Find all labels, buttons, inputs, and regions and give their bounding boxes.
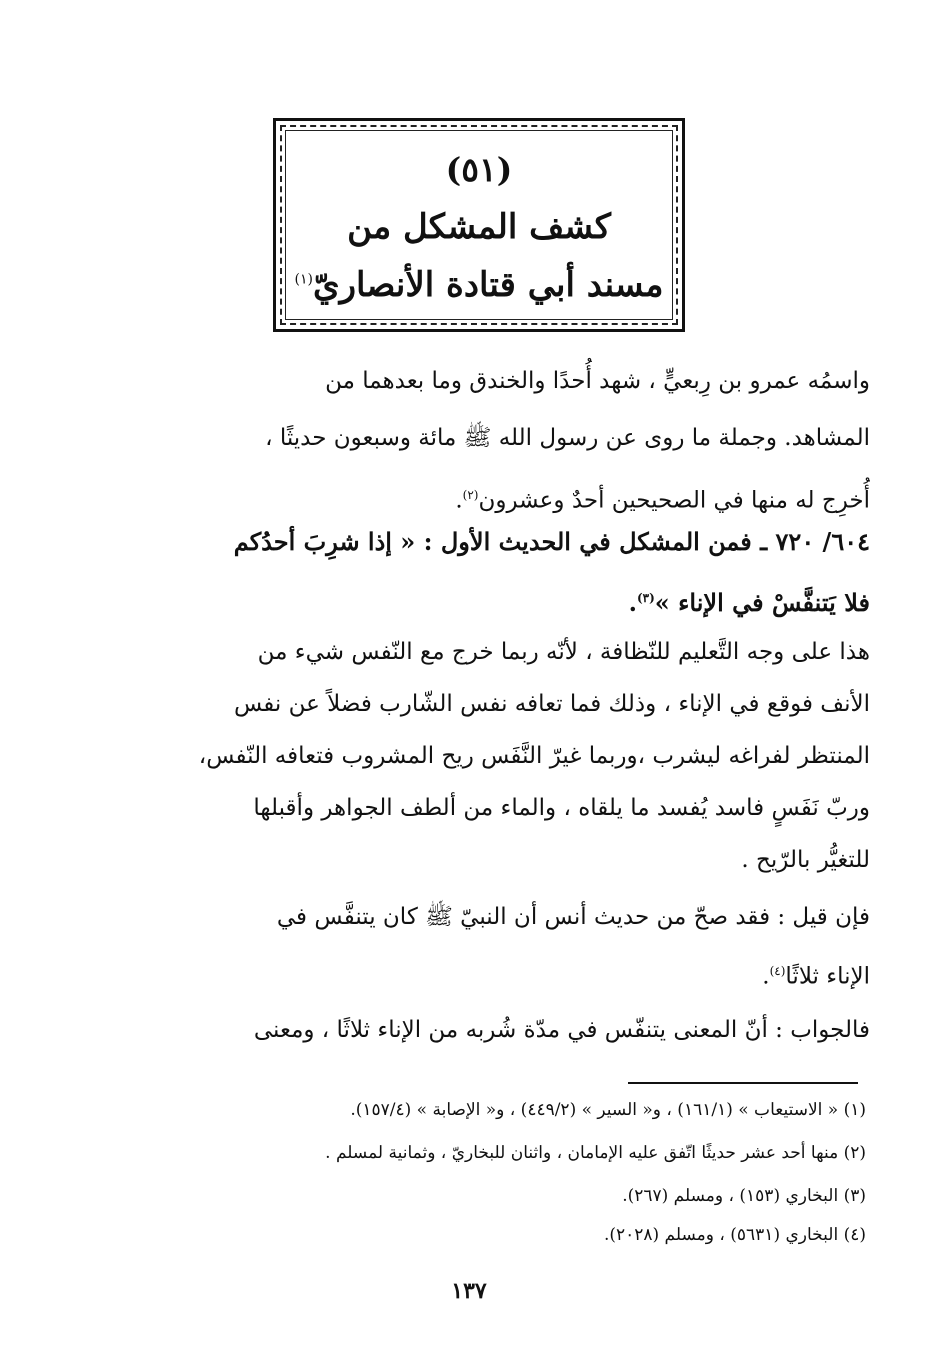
- intro-paragraph: [140, 353, 870, 530]
- footnote-ref-2: (٢): [462, 488, 479, 502]
- hadith-end: .: [628, 588, 637, 617]
- explanation-line-4: وربّ نَفَسٍ فاسد يُفسد ما يلقاه ، والماء من ألطف الجواهر وأقبلها: [253, 795, 870, 821]
- chapter-number: (٥١): [445, 149, 513, 189]
- question-paragraph: [140, 890, 870, 1004]
- explanation-line-2: الأنف فوقع في الإناء ، وذلك فما تعافه نفس الشّارب فضلاً عن نفس: [233, 691, 870, 717]
- question-line-2: [140, 944, 870, 1004]
- hadith-line-1: ٦٠٤/ ٧٢٠ ـ فمن المشكل في الحديث الأول : « إذا شرِبَ أحدُكم: [233, 527, 870, 556]
- hadith-paragraph: [140, 513, 870, 631]
- answer-paragraph: [140, 1003, 870, 1057]
- intro-line-3-text: أُخرِج له منها في الصحيحين أحدٌ وعشرون: [478, 487, 870, 514]
- explanation-line-5: للتغيُّر بالرّيح .: [741, 847, 870, 873]
- footnote-4: (٤) البخاري (٥٦٣١) ، ومسلم (٢٠٢٨).: [603, 1225, 866, 1245]
- footnote-ref-3: (٣): [636, 591, 655, 605]
- explanation-line-1: هذا على وجه التَّعليم للنّظافة ، لأنّه ربما خرج مع النّفس شيء من: [257, 639, 870, 665]
- footnote-2: (٢) منها أحد عشر حديثًا اتّفق عليه الإمامان ، واثنان للبخاريّ ، وثمانية لمسلم .: [325, 1143, 866, 1163]
- intro-line-2: المشاهد. وجملة ما روى عن رسول الله ﷺ مائة وسبعون حديثًا ،: [265, 425, 870, 451]
- footnote-1: (١) « الاستيعاب » (١٦١/١) ، و« السير » (٤٤٩/٢) ، و« الإصابة » (١٥٧/٤).: [350, 1100, 866, 1120]
- answer-line-1: فالجواب : أنّ المعنى يتنفّس في مدّة شُربه من الإناء ثلاثًا ، ومعنى: [253, 1017, 870, 1043]
- explanation-line-3: المنتظر لفراغه ليشرب ،وربما غيرّ النَّفَس ريح المشروب فتعافه النّفس،: [198, 743, 870, 769]
- footnote-ref-4: (٤): [769, 964, 786, 978]
- footnote-separator: [628, 1082, 858, 1084]
- footnote-ref-1: (١): [294, 271, 314, 288]
- chapter-title: كشف المشكل من: [347, 206, 611, 247]
- question-line-1: فإن قيل : فقد صحّ من حديث أنس أن النبيّ ﷺ كان يتنفَّس في: [276, 904, 870, 930]
- intro-line-1: واسمُه عمرو بن رِبعيٍّ ، شهد أُحدًا والخندق وما بعدهما من: [325, 368, 870, 394]
- hadith-line-2-text: فلا يَتنفَّسْ في الإناء »: [654, 588, 870, 617]
- intro-end: .: [455, 487, 463, 514]
- chapter-subtitle: [294, 264, 664, 305]
- chapter-subtitle-text: مسند أبي قتادة الأنصاريّ: [313, 264, 664, 305]
- page-number: ١٣٧: [451, 1278, 487, 1304]
- explanation-paragraph: [140, 626, 870, 886]
- question-end: .: [762, 963, 770, 990]
- hadith-line-2: [140, 570, 870, 631]
- footnote-3: (٣) البخاري (١٥٣) ، ومسلم (٢٦٧).: [622, 1186, 866, 1206]
- chapter-title-inner: [280, 125, 678, 325]
- question-line-2-text: الإناء ثلاثًا: [785, 963, 870, 990]
- chapter-title-frame: [273, 118, 685, 332]
